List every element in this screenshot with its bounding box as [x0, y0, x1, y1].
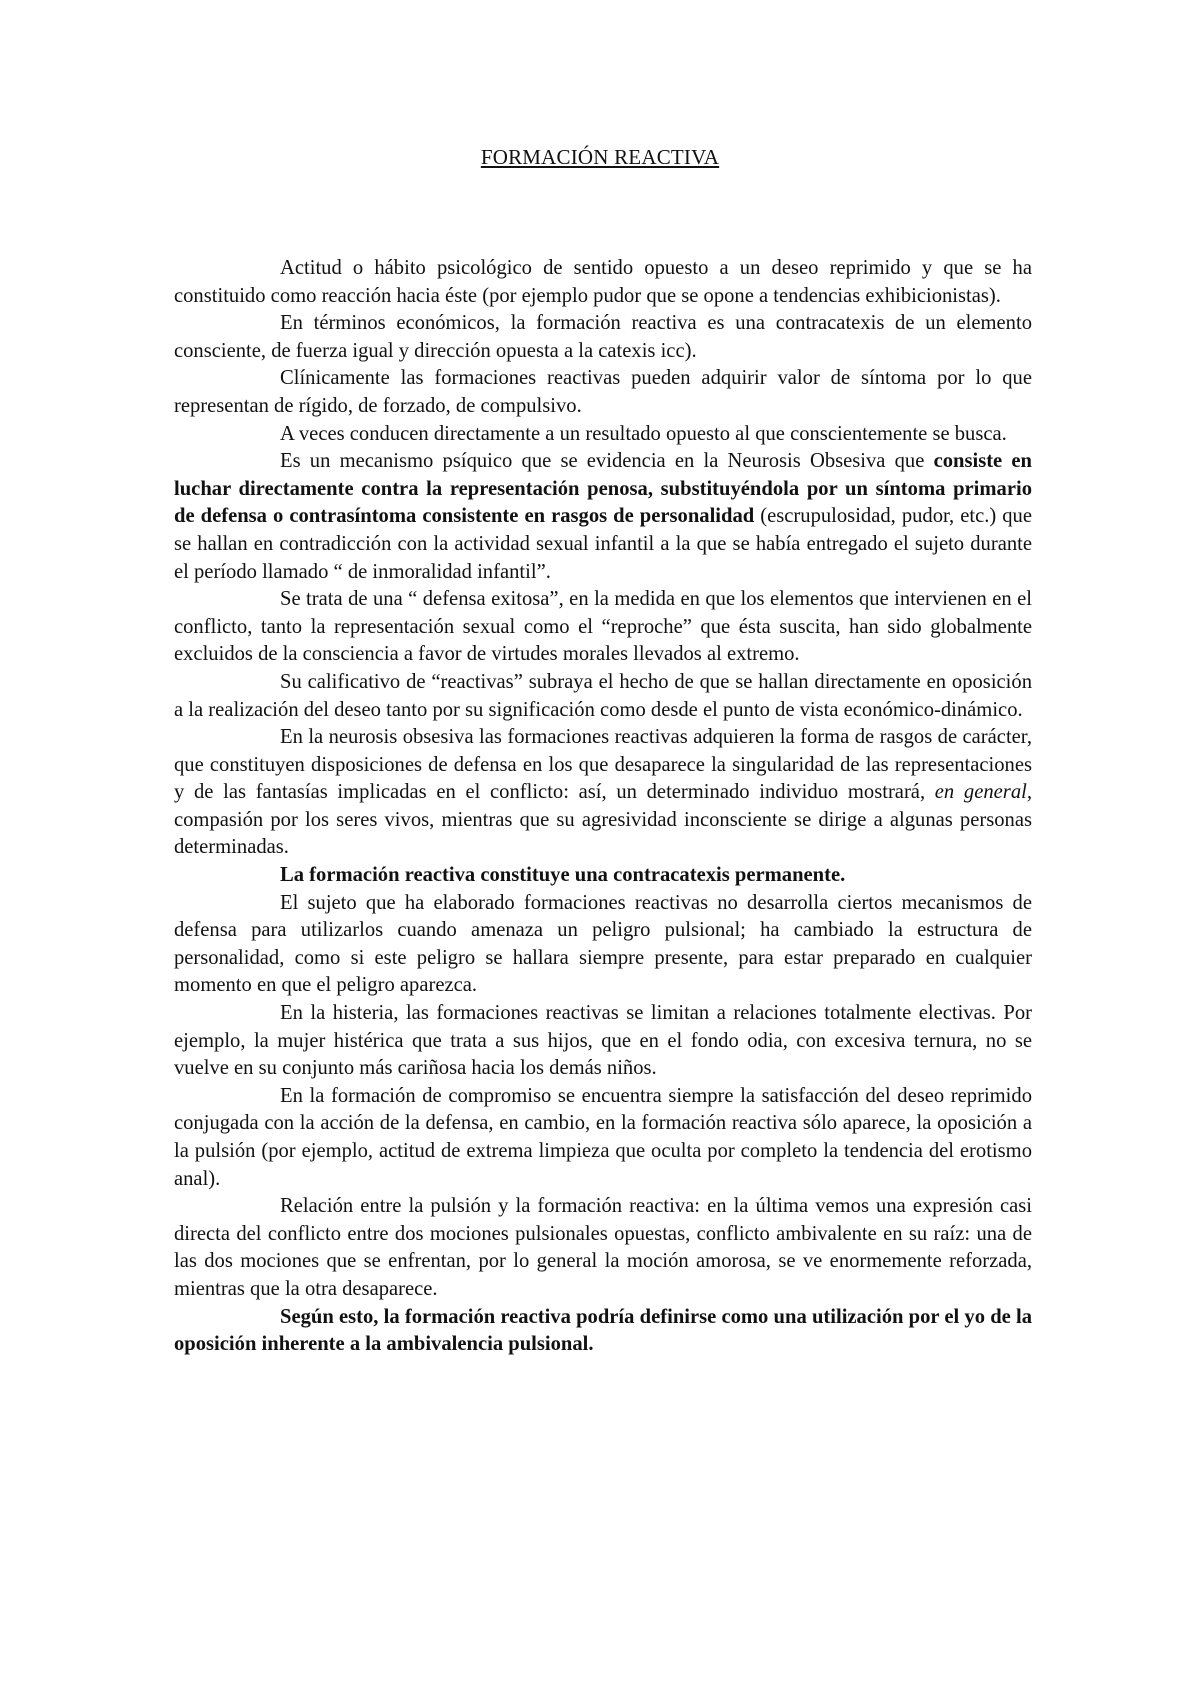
paragraph	[174, 365, 1032, 420]
text-run: En la neurosis obsesiva las formaciones reactivas adquieren la forma de rasgos de carácter, que constituyen disposiciones de defensa en los que desaparece la singularidad de las representaciones y de las fantasías implicadas en el conflicto: así, un determinado individuo mostrará,	[174, 726, 1032, 804]
paragraph	[174, 1000, 1032, 1083]
paragraph	[174, 586, 1032, 669]
paragraph	[174, 890, 1032, 1000]
paragraph	[174, 1193, 1032, 1303]
paragraph	[174, 862, 1032, 890]
paragraph	[174, 255, 1032, 310]
text-run: Actitud o hábito psicológico de sentido opuesto a un deseo reprimido y que se ha constituido como reacción hacia éste (por ejemplo pudor que se opone a tendencias exhibicionistas).	[174, 257, 1032, 307]
text-run: (escrupulosidad, pudor, etc.) que se hallan en contradicción con la actividad sexual infantil a la que se había entregado el sujeto durante el período llamado “ de inmoralidad infantil”.	[174, 505, 1032, 583]
paragraph	[174, 669, 1032, 724]
text-run: En la histeria, las formaciones reactivas se limitan a relaciones totalmente electivas. Por ejemplo, la mujer histérica que trata a sus hijos, que en el fondo odia, con excesiva ternura, no se vuelve en su conjunto más cariñosa hacia los demás niños.	[174, 1002, 1032, 1080]
paragraph	[174, 421, 1032, 449]
paragraph	[174, 310, 1032, 365]
document-body	[174, 255, 1032, 1359]
text-run: El sujeto que ha elaborado formaciones reactivas no desarrolla ciertos mecanismos de defensa para utilizarlos cuando amenaza un peligro pulsional; ha cambiado la estructura de personalidad, como si este peligro se hallara siempre presente, para estar preparado en cualquier momento en que el peligro aparezca.	[174, 891, 1032, 997]
text-run: Relación entre la pulsión y la formación reactiva: en la última vemos una expresión casi directa del conflicto entre dos mociones pulsionales opuestas, conflicto ambivalente en su raíz: una de las dos mociones que se enfrentan, por lo general la moción amorosa, se ve enormemente reforzada, mientras que la otra desaparece.	[174, 1195, 1032, 1300]
text-run: En la formación de compromiso se encuentra siempre la satisfacción del deseo reprimido conjugada con la acción de la defensa, en cambio, en la formación reactiva sólo aparece, la oposición a la pulsión (por ejemplo, actitud de extrema limpieza que oculta por completo la tendencia del erotismo anal).	[174, 1084, 1032, 1190]
text-run: A veces conducen directamente a un resultado opuesto al que conscientemente se busca.	[280, 422, 1007, 445]
text-run: Clínicamente las formaciones reactivas pueden adquirir valor de síntoma por lo que representan de rígido, de forzado, de compulsivo.	[174, 367, 1032, 417]
paragraph	[174, 724, 1032, 862]
paragraph	[174, 448, 1032, 586]
document-title: FORMACIÓN REACTIVA	[480, 145, 720, 169]
text-run: compasión por los seres vivos, mientras que su agresividad inconsciente se dirige a algunas personas determinadas.	[174, 808, 1032, 859]
bold-text: Según esto, la formación reactiva podría definirse como una utilización por el yo de la oposición inherente a la ambivalencia pulsional.	[174, 1305, 1032, 1356]
paragraph	[174, 1083, 1032, 1193]
bold-text: La formación reactiva constituye una contracatexis permanente.	[280, 864, 846, 887]
text-run: Es un mecanismo psíquico que se evidencia en la Neurosis Obsesiva que	[280, 450, 934, 473]
text-run: Su calificativo de “reactivas” subraya el hecho de que se hallan directamente en oposición a la realización del deseo tanto por su significación como desde el punto de vista económico-dinámico.	[174, 670, 1032, 721]
text-run: Se trata de una “ defensa exitosa”, en la medida en que los elementos que intervienen en el conflicto, tanto la representación sexual como el “reproche” que ésta suscita, han sido globalmente excluidos de la consciencia a favor de virtudes morales llevados al extremo.	[174, 588, 1032, 666]
bold-text: consiste en luchar directamente contra la representación penosa, substituyéndola por un síntoma primario de defensa o contrasíntoma consistente en rasgos de personalidad	[174, 450, 1032, 528]
italic-text: en general,	[934, 781, 1032, 804]
paragraph	[174, 1304, 1032, 1359]
text-run: En términos económicos, la formación reactiva es una contracatexis de un elemento consciente, de fuerza igual y dirección opuesta a la catexis icc).	[174, 312, 1032, 362]
